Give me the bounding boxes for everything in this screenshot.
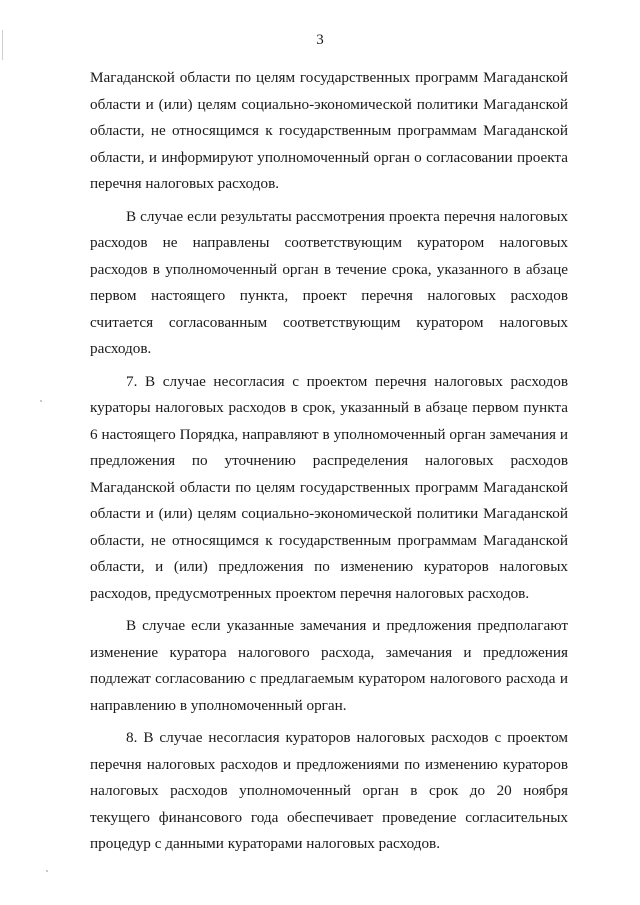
paragraph-item-7: 7. В случае несогласия с проектом перечня налоговых расходов кураторы налоговых расходов в срок, указанный в абзаце первом пункта 6 настоящего Порядка, направляют в уполномоченный орган замечания и предложения по уточнению распределения налоговых расходов Магаданской области по целям государственных программ Магаданской области и (или) целям социально-экономической политики Магаданской области, не относящимся к государственным программам Магаданской области, и (или) предложения по изменению кураторов налоговых расходов, предусмотренных проектом перечня налоговых расходов. (90, 372, 568, 602)
page-number: 3 (316, 32, 324, 48)
scan-speck (46, 870, 48, 872)
paragraph: В случае если указанные замечания и предложения предполагают изменение куратора налогового расхода, замечания и предложения подлежат согласованию с предлагаемым куратором налогового расхода и направлению в уполномоченный орган. (90, 617, 568, 714)
paragraph-continuation: Магаданской области по целям государственных программ Магаданской области и (или) целям социально-экономической политики Магаданской области, не относящимся к государственным программам Магаданской области, и информируют уполномоченный орган о согласовании проекта перечня налоговых расходов. (90, 69, 568, 192)
document-body (90, 65, 568, 864)
scan-speck (40, 400, 42, 402)
paragraph: В случае если результаты рассмотрения проекта перечня налоговых расходов не направлены соответствующим куратором налоговых расходов в уполномоченный орган в течение срока, указанного в абзаце первом настоящего пункта, проект перечня налоговых расходов считается согласованным соответствующим куратором налоговых расходов. (90, 207, 568, 357)
paragraph-item-8: 8. В случае несогласия кураторов налоговых расходов с проектом перечня налоговых расходов и предложениями по изменению кураторов налоговых расходов уполномоченный орган в срок до 20 ноября текущего финансового года обеспечивает проведение согласительных процедур с данными кураторами налоговых расходов. (90, 729, 568, 852)
